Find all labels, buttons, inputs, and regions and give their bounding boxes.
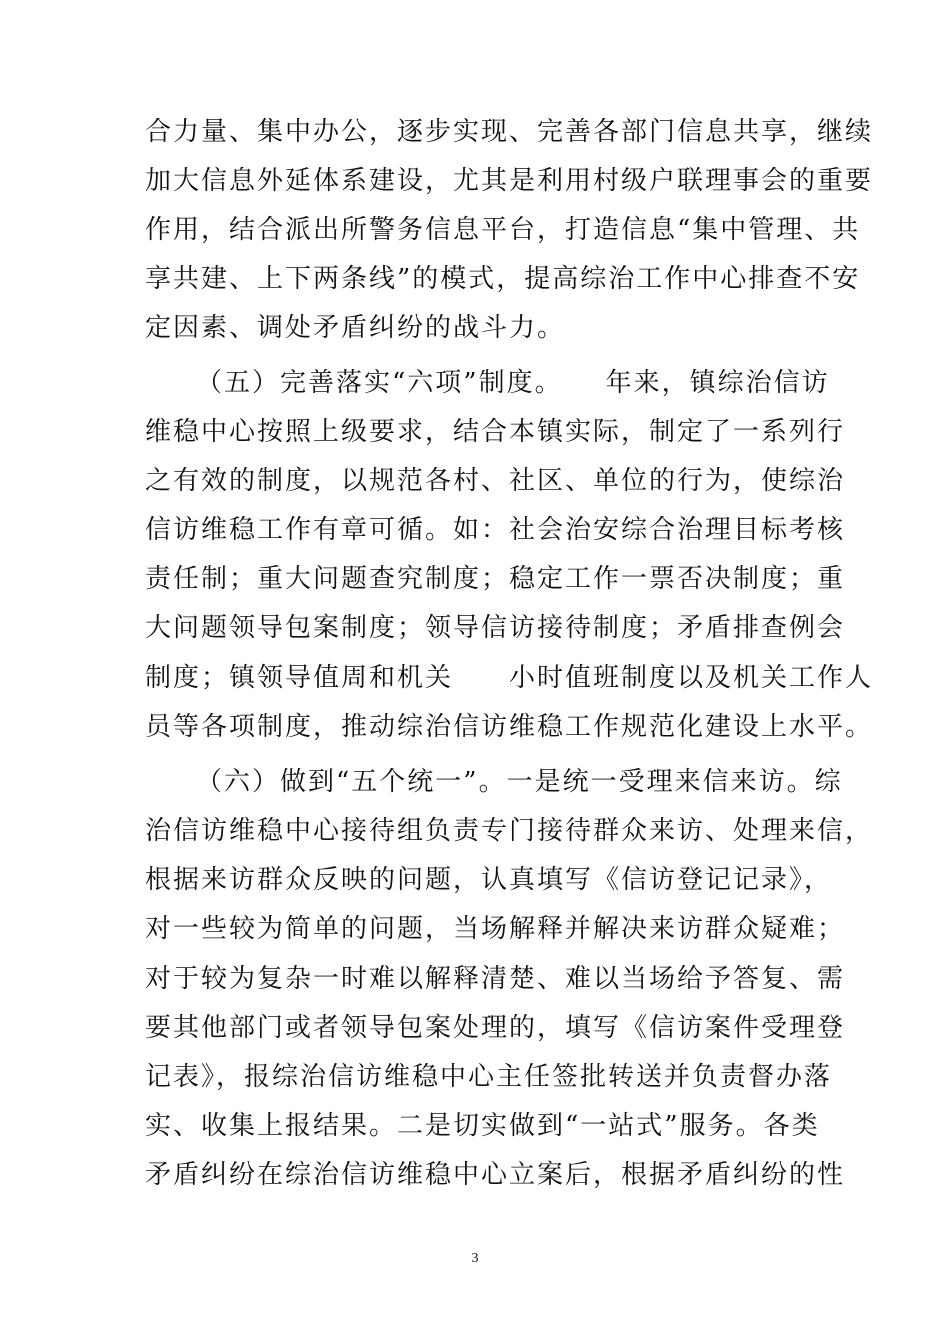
- text-line: 制度；镇领导值周和机关 小时值班制度以及机关工作人: [145, 663, 874, 693]
- paragraph-heading-five: （五）完善落实“六项”制度。 年来，镇综治信访: [196, 368, 830, 398]
- text-line: 合力量、集中办公，逐步实现、完善各部门信息共享，继续: [145, 117, 874, 147]
- text-line: 员等各项制度，推动综治信访维稳工作规范化建设上水平。: [145, 712, 874, 742]
- text-line: 维稳中心按照上级要求，结合本镇实际，制定了一系列行: [145, 417, 846, 447]
- text-line: 记表》，报综治信访维稳中心主任签批转送并负责督办落: [145, 1062, 833, 1092]
- text-line: 责任制；重大问题查究制度；稳定工作一票否决制度；重: [145, 564, 846, 594]
- text-line: 矛盾纠纷在综治信访维稳中心立案后，根据矛盾纠纷的性: [145, 1160, 846, 1190]
- text-line: 实、收集上报结果。二是切实做到“一站式”服务。各类: [145, 1111, 820, 1141]
- text-line: 根据来访群众反映的问题，认真填写《信访登记记录》，: [145, 865, 833, 895]
- text-line: 加大信息外延体系建设，尤其是利用村级户联理事会的重要: [145, 166, 874, 196]
- text-line: 信访维稳工作有章可循。如：社会治安综合治理目标考核: [145, 515, 846, 545]
- text-line: 对一些较为简单的问题，当场解释并解决来访群众疑难；: [145, 914, 846, 944]
- text-line: 要其他部门或者领导包案处理的，填写《信访案件受理登: [145, 1013, 846, 1043]
- text-line: 之有效的制度，以规范各村、社区、单位的行为，使综治: [145, 466, 846, 496]
- page-number: 3: [471, 1251, 479, 1266]
- text-line: 大问题领导包案制度；领导信访接待制度；矛盾排查例会: [145, 613, 846, 643]
- text-line: 对于较为复杂一时难以解释清楚、难以当场给予答复、需: [145, 964, 846, 994]
- paragraph-heading-six: （六）做到“五个统一”。一是统一受理来信来访。综: [196, 767, 843, 797]
- text-line: 治信访维稳中心接待组负责专门接待群众来访、处理来信，: [145, 816, 874, 846]
- text-line: 享共建、上下两条线”的模式，提高综治工作中心排查不安: [145, 264, 861, 294]
- text-line: 定因素、调处矛盾纠纷的战斗力。: [145, 313, 566, 343]
- text-line: 作用，结合派出所警务信息平台，打造信息“集中管理、共: [145, 215, 861, 245]
